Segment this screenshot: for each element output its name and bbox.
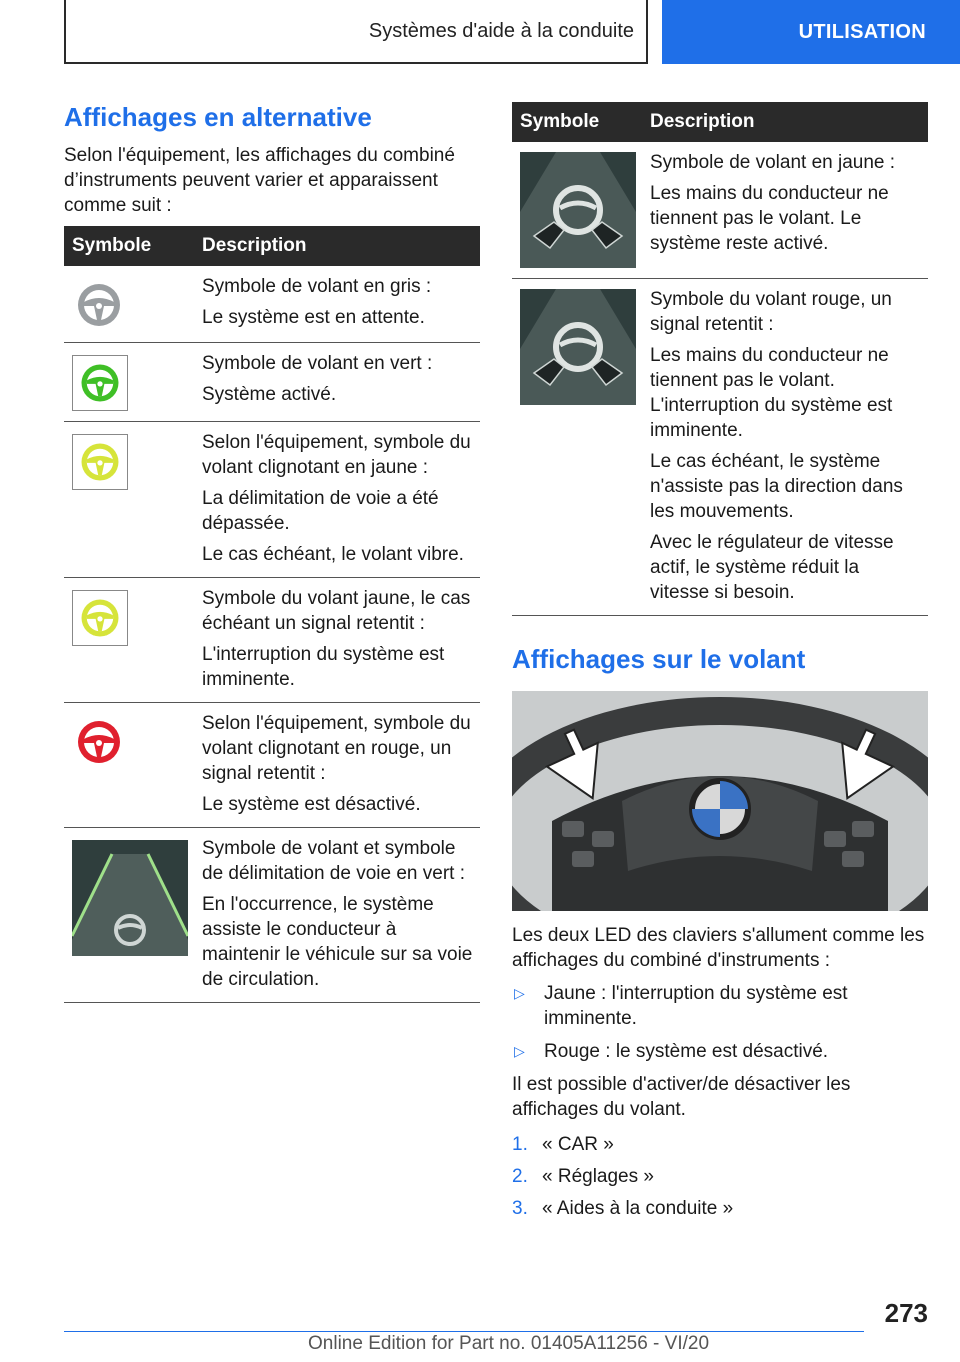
list-item: 3. « Aides à la conduite » [512,1198,734,1219]
list-item: ▷ Jaune : l'interruption du système est imminente. [514,983,848,1029]
section-title-alternative: Affichages en alternative [64,102,372,132]
symbol-table-right [512,102,928,616]
left-column [64,102,480,1003]
bullet-triangle-icon: ▷ [514,985,525,1001]
list-item: 1. « CAR » [512,1134,614,1155]
page-number: 273 [884,1298,928,1328]
hands-off-yellow-icon [520,152,636,268]
table-row: Symbole de volant et symbole de délimitation de voie en vert : En l'occurrence, le système assiste le conducteur à maintenir le véhicule sur sa voie de circulation. [64,828,480,1003]
led-text: Les deux LED des claviers s'allument comme les affichages du combiné d'instruments : [512,925,925,971]
steering-wheel-yellow-blink-icon [72,434,128,490]
list-item: 2. « Réglages » [512,1166,654,1187]
steering-wheel-photo [512,691,928,911]
table-row: Selon l'équipement, symbole du volant clignotant en rouge, un signal retentit : Le système est désactivé. [64,703,480,828]
table-row: Symbole de volant en jaune : Les mains du conducteur ne tiennent pas le volant. Le système reste activé. [512,142,928,279]
table-row: Selon l'équipement, symbole du volant clignotant en jaune : La délimitation de voie a été dépassée. Le cas échéant, le volant vibre. [64,422,480,578]
symbol-table-left [64,226,480,1003]
intro-text: Selon l'équipement, les affichages du combiné d’instruments peuvent varier et apparaissent comme suit : [64,145,455,216]
steering-wheel-gray-icon [72,278,126,332]
steering-wheel-green-icon [72,355,128,411]
col-header-description: Description [642,102,928,142]
section-title-steering-wheel: Affichages sur le volant [512,644,806,674]
lane-display-green-icon [72,840,188,956]
led-bullet-list [512,981,928,1064]
col-header-symbol: Symbole [512,102,642,142]
bullet-triangle-icon: ▷ [514,1043,525,1059]
steering-wheel-yellow-icon [72,590,128,646]
right-column [512,102,928,1228]
activation-text: Il est possible d'activer/de désactiver les affichages du volant. [512,1074,851,1120]
table-row: Symbole de volant en vert : Système activé. [64,343,480,422]
col-header-description: Description [194,226,480,266]
steering-wheel-red-icon [72,715,126,769]
col-header-symbol: Symbole [64,226,194,266]
steps-list [512,1132,928,1221]
hands-off-red-icon [520,289,636,405]
table-row: Symbole du volant rouge, un signal retentit : Les mains du conducteur ne tiennent pas le volant. L'interruption du système est imminente. Le cas échéant, le système n'assiste pas la direction dans les mouvements. Avec le régulateur de vitesse actif, le système réduit la vitesse si besoin. [512,279,928,616]
table-row: Symbole de volant en gris : Le système est en attente. [64,266,480,343]
footer-divider [64,1331,864,1332]
list-item: ▷ Rouge : le système est désactivé. [514,1041,829,1062]
header-section-title: Systèmes d'aide à la conduite [64,0,648,64]
table-row: Symbole du volant jaune, le cas échéant un signal retentit : L'interruption du système est imminente. [64,578,480,703]
footer-edition: Online Edition for Part no. 01405A11256 - VI/20 [308,1333,710,1354]
header-chapter-tab[interactable]: UTILISATION [662,0,960,64]
